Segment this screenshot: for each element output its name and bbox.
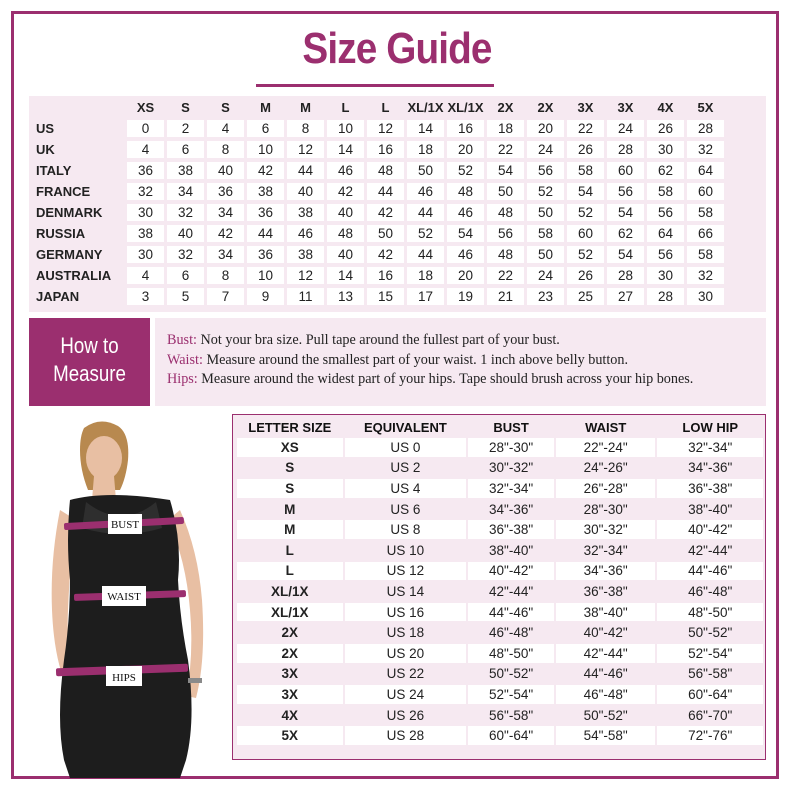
country-label: UK xyxy=(36,142,55,157)
low-hip-cell: 46"-48" xyxy=(657,582,763,601)
conversion-cell: 54 xyxy=(607,246,644,263)
size-chart-row xyxy=(237,459,763,478)
waist-cell: 46"-48" xyxy=(556,685,656,704)
conversion-cell: 60 xyxy=(567,225,604,242)
conversion-cell: 50 xyxy=(487,183,524,200)
conversion-cell: 58 xyxy=(567,162,604,179)
waist-cell: 54"-58" xyxy=(556,726,656,745)
conversion-row xyxy=(32,204,724,221)
letter-size-cell: S xyxy=(237,459,343,478)
waist-label: WAIST xyxy=(107,591,141,603)
conversion-cell: 32 xyxy=(127,183,164,200)
conversion-cell: 20 xyxy=(447,141,484,158)
conversion-cell: 30 xyxy=(647,141,684,158)
size-chart-row xyxy=(237,706,763,725)
waist-cell: 26"-28" xyxy=(556,479,656,498)
conversion-cell: 0 xyxy=(127,120,164,137)
conversion-cell: 44 xyxy=(247,225,284,242)
conversion-cell: 14 xyxy=(407,120,444,137)
conversion-cell: 48 xyxy=(487,246,524,263)
conversion-cell: 30 xyxy=(687,288,724,305)
letter-size-cell: L xyxy=(237,541,343,560)
conversion-cell: 40 xyxy=(327,204,364,221)
conversion-col-header: 5X xyxy=(697,100,714,115)
equivalent-cell: US 14 xyxy=(345,582,467,601)
waist-cell: 28"-30" xyxy=(556,500,656,519)
letter-size-cell: M xyxy=(237,520,343,539)
waist-cell: 50"-52" xyxy=(556,706,656,725)
conversion-cell: 30 xyxy=(127,246,164,263)
low-hip-cell: 32"-34" xyxy=(657,438,763,457)
col-header-waist: WAIST xyxy=(585,419,627,435)
size-chart-panel xyxy=(232,414,766,760)
conversion-cell: 11 xyxy=(287,288,324,305)
conversion-cell: 19 xyxy=(447,288,484,305)
country-label: AUSTRALIA xyxy=(36,268,112,283)
how-to-line-1: How to xyxy=(60,333,119,358)
conversion-col-header: M xyxy=(300,100,311,115)
conversion-cell: 66 xyxy=(687,225,724,242)
bust-cell: 60"-64" xyxy=(468,726,554,745)
conversion-cell: 24 xyxy=(607,120,644,137)
conversion-cell: 38 xyxy=(287,204,324,221)
conversion-corner xyxy=(32,99,124,116)
bust-cell: 44"-46" xyxy=(468,603,554,622)
waist-instruction xyxy=(167,352,628,369)
conversion-cell: 64 xyxy=(687,162,724,179)
conversion-cell: 26 xyxy=(567,141,604,158)
letter-size-cell: 3X xyxy=(237,665,343,684)
size-chart-row xyxy=(237,541,763,560)
conversion-row xyxy=(32,267,724,284)
conversion-cell: 34 xyxy=(207,204,244,221)
conversion-cell: 18 xyxy=(407,267,444,284)
model-photo xyxy=(30,420,226,778)
conversion-col-header: 2X xyxy=(497,100,514,115)
low-hip-cell: 60"-64" xyxy=(657,685,763,704)
conversion-cell: 48 xyxy=(487,204,524,221)
conversion-cell: 40 xyxy=(207,162,244,179)
bust-cell: 32"-34" xyxy=(468,479,554,498)
letter-size-cell: 2X xyxy=(237,623,343,642)
low-hip-cell: 34"-36" xyxy=(657,459,763,478)
bust-cell: 52"-54" xyxy=(468,685,554,704)
conversion-cell: 44 xyxy=(367,183,404,200)
bust-cell: 38"-40" xyxy=(468,541,554,560)
conversion-cell: 5 xyxy=(167,288,204,305)
conversion-cell: 12 xyxy=(287,267,324,284)
conversion-cell: 3 xyxy=(127,288,164,305)
size-chart-row xyxy=(237,520,763,539)
size-chart-row xyxy=(237,665,763,684)
conversion-cell: 20 xyxy=(447,267,484,284)
conversion-cell: 4 xyxy=(207,120,244,137)
conversion-cell: 42 xyxy=(367,204,404,221)
conversion-cell: 42 xyxy=(207,225,244,242)
equivalent-cell: US 6 xyxy=(345,500,467,519)
bust-cell: 34"-36" xyxy=(468,500,554,519)
bust-cell: 40"-42" xyxy=(468,562,554,581)
low-hip-cell: 36"-38" xyxy=(657,479,763,498)
hips-key: Hips: xyxy=(167,371,198,387)
conversion-cell: 16 xyxy=(367,141,404,158)
conversion-cell: 13 xyxy=(327,288,364,305)
equivalent-cell: US 12 xyxy=(345,562,467,581)
waist-cell: 40"-42" xyxy=(556,623,656,642)
conversion-cell: 6 xyxy=(167,267,204,284)
conversion-col-header: 4X xyxy=(657,100,674,115)
conversion-cell: 24 xyxy=(527,267,564,284)
conversion-cell: 54 xyxy=(447,225,484,242)
conversion-row xyxy=(32,162,724,179)
title-underline xyxy=(256,84,494,87)
bust-cell: 28"-30" xyxy=(468,438,554,457)
low-hip-cell: 38"-40" xyxy=(657,500,763,519)
conversion-col-header: S xyxy=(181,100,190,115)
conversion-row xyxy=(32,225,724,242)
size-chart-row xyxy=(237,644,763,663)
conversion-cell: 54 xyxy=(487,162,524,179)
conversion-cell: 56 xyxy=(607,183,644,200)
conversion-cell: 8 xyxy=(207,141,244,158)
waist-cell: 30"-32" xyxy=(556,520,656,539)
conversion-cell: 34 xyxy=(167,183,204,200)
conversion-cell: 44 xyxy=(407,204,444,221)
conversion-cell: 36 xyxy=(247,204,284,221)
conversion-cell: 42 xyxy=(247,162,284,179)
conversion-col-header: 3X xyxy=(617,100,634,115)
equivalent-cell: US 26 xyxy=(345,706,467,725)
bust-label: BUST xyxy=(110,519,140,531)
country-label: DENMARK xyxy=(36,205,103,220)
conversion-cell: 8 xyxy=(287,120,324,137)
bust-cell: 48"-50" xyxy=(468,644,554,663)
conversion-cell: 21 xyxy=(487,288,524,305)
size-chart-row xyxy=(237,500,763,519)
equivalent-cell: US 24 xyxy=(345,685,467,704)
letter-size-cell: 4X xyxy=(237,706,343,725)
waist-cell: 38"-40" xyxy=(556,603,656,622)
low-hip-cell: 50"-52" xyxy=(657,623,763,642)
conversion-cell: 16 xyxy=(447,120,484,137)
page-title: Size Guide xyxy=(302,24,492,73)
conversion-cell: 14 xyxy=(327,141,364,158)
waist-cell: 36"-38" xyxy=(556,582,656,601)
how-to-measure-box xyxy=(29,318,150,406)
country-label: ITALY xyxy=(36,163,72,178)
conversion-cell: 48 xyxy=(327,225,364,242)
waist-text: Measure around the smallest part of your waist. 1 inch above belly button. xyxy=(202,352,629,368)
conversion-cell: 7 xyxy=(207,288,244,305)
size-chart-row xyxy=(237,479,763,498)
conversion-col-header: S xyxy=(221,100,230,115)
bust-instruction xyxy=(167,332,560,349)
col-header-letter-size: LETTER SIZE xyxy=(248,419,332,435)
conversion-cell: 50 xyxy=(407,162,444,179)
conversion-cell: 4 xyxy=(127,141,164,158)
size-chart-row xyxy=(237,603,763,622)
conversion-cell: 30 xyxy=(647,267,684,284)
hips-instruction xyxy=(167,371,693,388)
col-header-bust: BUST xyxy=(493,419,529,435)
conversion-cell: 52 xyxy=(527,183,564,200)
conversion-cell: 20 xyxy=(527,120,564,137)
waist-cell: 42"-44" xyxy=(556,644,656,663)
size-chart-header-row xyxy=(237,418,763,436)
bust-cell: 42"-44" xyxy=(468,582,554,601)
letter-size-cell: XS xyxy=(237,438,343,457)
conversion-cell: 52 xyxy=(567,246,604,263)
conversion-cell: 58 xyxy=(527,225,564,242)
conversion-cell: 4 xyxy=(127,267,164,284)
conversion-cell: 56 xyxy=(487,225,524,242)
conversion-cell: 28 xyxy=(687,120,724,137)
conversion-cell: 8 xyxy=(207,267,244,284)
conversion-cell: 10 xyxy=(247,141,284,158)
low-hip-cell: 66"-70" xyxy=(657,706,763,725)
conversion-cell: 18 xyxy=(487,120,524,137)
conversion-cell: 42 xyxy=(367,246,404,263)
conversion-row xyxy=(32,120,724,137)
size-chart-row xyxy=(237,726,763,745)
conversion-cell: 36 xyxy=(127,162,164,179)
equivalent-cell: US 0 xyxy=(345,438,467,457)
conversion-cell: 22 xyxy=(567,120,604,137)
waist-cell: 22"-24" xyxy=(556,438,656,457)
letter-size-cell: 5X xyxy=(237,726,343,745)
bust-key: Bust: xyxy=(167,332,197,348)
conversion-row xyxy=(32,141,724,158)
conversion-cell: 24 xyxy=(527,141,564,158)
conversion-cell: 16 xyxy=(367,267,404,284)
conversion-cell: 40 xyxy=(287,183,324,200)
conversion-cell: 26 xyxy=(567,267,604,284)
size-chart-row xyxy=(237,438,763,457)
letter-size-cell: XL/1X xyxy=(237,603,343,622)
conversion-cell: 46 xyxy=(327,162,364,179)
conversion-cell: 40 xyxy=(327,246,364,263)
how-to-line-2: Measure xyxy=(53,361,126,386)
conversion-cell: 30 xyxy=(127,204,164,221)
conversion-col-header: XL/1X xyxy=(407,100,444,115)
equivalent-cell: US 8 xyxy=(345,520,467,539)
waist-cell: 34"-36" xyxy=(556,562,656,581)
conversion-cell: 36 xyxy=(247,246,284,263)
conversion-col-header: M xyxy=(260,100,271,115)
conversion-cell: 52 xyxy=(447,162,484,179)
low-hip-cell: 42"-44" xyxy=(657,541,763,560)
size-chart-row xyxy=(237,562,763,581)
conversion-cell: 25 xyxy=(567,288,604,305)
conversion-cell: 22 xyxy=(487,267,524,284)
conversion-cell: 9 xyxy=(247,288,284,305)
face xyxy=(86,436,122,480)
conversion-cell: 12 xyxy=(287,141,324,158)
waist-cell: 44"-46" xyxy=(556,665,656,684)
conversion-cell: 44 xyxy=(407,246,444,263)
country-label: GERMANY xyxy=(36,247,103,262)
conversion-cell: 44 xyxy=(287,162,324,179)
conversion-cell: 42 xyxy=(327,183,364,200)
bust-cell: 56"-58" xyxy=(468,706,554,725)
conversion-cell: 56 xyxy=(527,162,564,179)
conversion-cell: 48 xyxy=(447,183,484,200)
equivalent-cell: US 28 xyxy=(345,726,467,745)
size-chart-row xyxy=(237,685,763,704)
bust-cell: 36"-38" xyxy=(468,520,554,539)
equivalent-cell: US 16 xyxy=(345,603,467,622)
low-hip-cell: 72"-76" xyxy=(657,726,763,745)
conversion-cell: 18 xyxy=(407,141,444,158)
low-hip-cell: 44"-46" xyxy=(657,562,763,581)
conversion-cell: 62 xyxy=(607,225,644,242)
conversion-cell: 32 xyxy=(167,246,204,263)
size-conversion-table xyxy=(29,95,727,309)
bracelet xyxy=(188,678,202,683)
bust-cell: 30"-32" xyxy=(468,459,554,478)
conversion-cell: 32 xyxy=(687,267,724,284)
conversion-cell: 38 xyxy=(287,246,324,263)
conversion-cell: 28 xyxy=(647,288,684,305)
conversion-cell: 60 xyxy=(607,162,644,179)
conversion-col-header: 2X xyxy=(537,100,554,115)
conversion-col-header: XS xyxy=(136,100,155,115)
col-header-low-hip: LOW HIP xyxy=(682,419,739,435)
conversion-cell: 15 xyxy=(367,288,404,305)
equivalent-cell: US 4 xyxy=(345,479,467,498)
conversion-cell: 28 xyxy=(607,267,644,284)
size-chart-row xyxy=(237,623,763,642)
col-header-equivalent: EQUIVALENT xyxy=(363,419,447,435)
conversion-row xyxy=(32,288,724,305)
waist-cell: 24"-26" xyxy=(556,459,656,478)
waist-key: Waist: xyxy=(167,352,203,368)
letter-size-cell: M xyxy=(237,500,343,519)
equivalent-cell: US 20 xyxy=(345,644,467,663)
conversion-cell: 36 xyxy=(207,183,244,200)
conversion-cell: 60 xyxy=(687,183,724,200)
low-hip-cell: 40"-42" xyxy=(657,520,763,539)
equivalent-cell: US 22 xyxy=(345,665,467,684)
conversion-cell: 32 xyxy=(687,141,724,158)
conversion-cell: 27 xyxy=(607,288,644,305)
conversion-cell: 38 xyxy=(167,162,204,179)
conversion-cell: 56 xyxy=(647,204,684,221)
conversion-row xyxy=(32,183,724,200)
conversion-cell: 38 xyxy=(127,225,164,242)
letter-size-cell: S xyxy=(237,479,343,498)
conversion-cell: 58 xyxy=(687,246,724,263)
conversion-cell: 58 xyxy=(687,204,724,221)
hips-text: Measure around the widest part of your hips. Tape should brush across your hip bones. xyxy=(197,371,694,387)
size-chart-row xyxy=(237,582,763,601)
conversion-col-header: L xyxy=(381,100,390,115)
low-hip-cell: 52"-54" xyxy=(657,644,763,663)
conversion-cell: 6 xyxy=(247,120,284,137)
conversion-cell: 34 xyxy=(207,246,244,263)
conversion-cell: 46 xyxy=(407,183,444,200)
equivalent-cell: US 2 xyxy=(345,459,467,478)
conversion-cell: 52 xyxy=(567,204,604,221)
equivalent-cell: US 18 xyxy=(345,623,467,642)
conversion-cell: 50 xyxy=(367,225,404,242)
conversion-cell: 10 xyxy=(327,120,364,137)
conversion-cell: 46 xyxy=(447,204,484,221)
equivalent-cell: US 10 xyxy=(345,541,467,560)
conversion-col-header: L xyxy=(341,100,350,115)
conversion-cell: 2 xyxy=(167,120,204,137)
conversion-cell: 48 xyxy=(367,162,404,179)
country-label: RUSSIA xyxy=(36,226,86,241)
conversion-cell: 56 xyxy=(647,246,684,263)
conversion-cell: 50 xyxy=(527,204,564,221)
conversion-cell: 58 xyxy=(647,183,684,200)
letter-size-cell: 3X xyxy=(237,685,343,704)
country-label: US xyxy=(36,121,55,136)
conversion-cell: 17 xyxy=(407,288,444,305)
conversion-cell: 46 xyxy=(447,246,484,263)
letter-size-cell: L xyxy=(237,562,343,581)
conversion-cell: 28 xyxy=(607,141,644,158)
conversion-cell: 54 xyxy=(567,183,604,200)
conversion-table-panel xyxy=(29,96,766,312)
country-label: JAPAN xyxy=(36,289,80,304)
conversion-cell: 6 xyxy=(167,141,204,158)
conversion-cell: 10 xyxy=(247,267,284,284)
letter-size-cell: XL/1X xyxy=(237,582,343,601)
conversion-cell: 22 xyxy=(487,141,524,158)
low-hip-cell: 48"-50" xyxy=(657,603,763,622)
conversion-cell: 62 xyxy=(647,162,684,179)
bust-cell: 46"-48" xyxy=(468,623,554,642)
bust-cell: 50"-52" xyxy=(468,665,554,684)
conversion-cell: 46 xyxy=(287,225,324,242)
conversion-cell: 64 xyxy=(647,225,684,242)
conversion-cell: 38 xyxy=(247,183,284,200)
conversion-col-header: 3X xyxy=(577,100,594,115)
country-label: FRANCE xyxy=(36,184,91,199)
letter-size-cell: 2X xyxy=(237,644,343,663)
conversion-cell: 12 xyxy=(367,120,404,137)
conversion-col-header: XL/1X xyxy=(447,100,484,115)
dress xyxy=(60,495,192,778)
size-chart-table xyxy=(235,416,765,747)
conversion-cell: 23 xyxy=(527,288,564,305)
conversion-cell: 26 xyxy=(647,120,684,137)
waist-cell: 32"-34" xyxy=(556,541,656,560)
measure-instructions xyxy=(155,318,766,406)
conversion-row xyxy=(32,246,724,263)
conversion-cell: 40 xyxy=(167,225,204,242)
hips-label: HIPS xyxy=(112,672,136,684)
conversion-header-row xyxy=(32,99,724,116)
conversion-cell: 50 xyxy=(527,246,564,263)
conversion-cell: 52 xyxy=(407,225,444,242)
bust-text: Not your bra size. Pull tape around the fullest part of your bust. xyxy=(196,332,560,348)
conversion-cell: 54 xyxy=(607,204,644,221)
conversion-cell: 32 xyxy=(167,204,204,221)
conversion-cell: 14 xyxy=(327,267,364,284)
low-hip-cell: 56"-58" xyxy=(657,665,763,684)
